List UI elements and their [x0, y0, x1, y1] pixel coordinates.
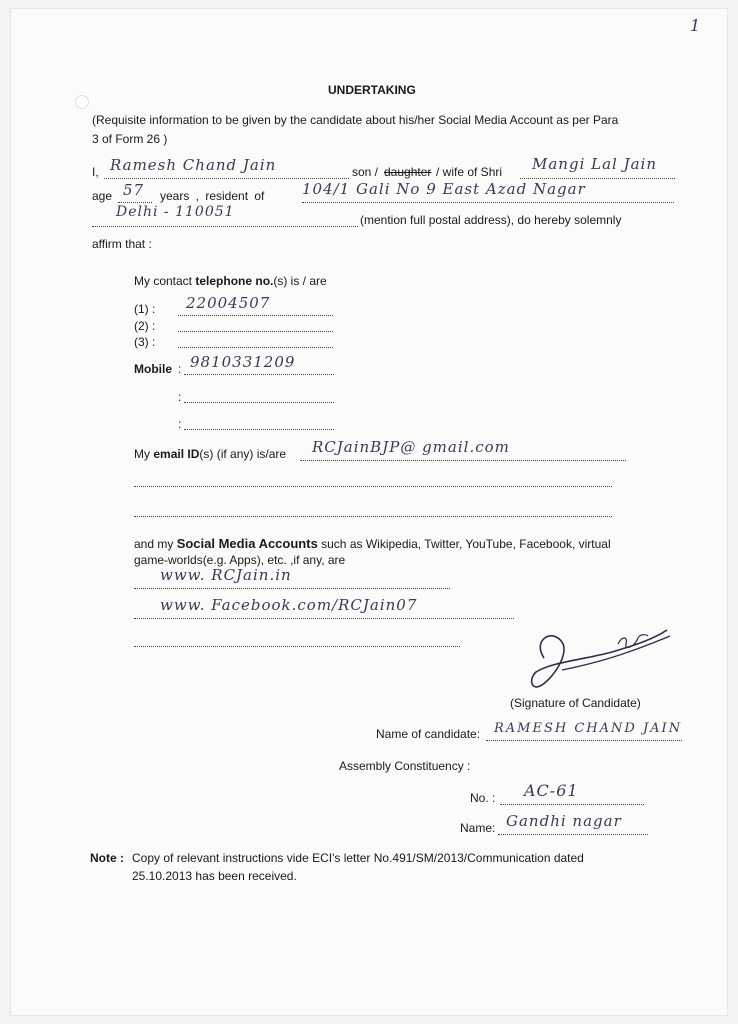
constituency-no-dotted-line [500, 804, 644, 805]
wife-of-shri: / wife of Shri [436, 165, 503, 179]
phone-1-value-handwritten: 22004507 [186, 294, 271, 312]
candidate-signature [522, 620, 672, 692]
page-title: UNDERTAKING [328, 83, 416, 97]
note-line-2: 25.10.2013 has been received. [132, 869, 297, 883]
intro-line-1: (Requisite information to be given by the candidate about his/her Social Media Account as per Para [92, 113, 619, 127]
phone-1-dotted-line [178, 315, 333, 316]
social-line-2: game-worlds(e.g. Apps), etc. ,if any, are [134, 553, 346, 567]
constituency-label: Assembly Constituency : [339, 759, 471, 773]
social-line-1: and my Social Media Accounts such as Wikipedia, Twitter, YouTube, Facebook, virtual [134, 536, 611, 551]
name-dotted-line [104, 178, 349, 179]
page-number: 1 [690, 16, 702, 35]
candidate-name-label: Name of candidate: [376, 727, 481, 741]
phone-1-label: (1) : [134, 302, 156, 316]
signature-caption: (Signature of Candidate) [510, 696, 641, 710]
intro-line-2: 3 of Form 26 ) [92, 132, 168, 146]
social-dotted-line-3 [134, 646, 460, 647]
constituency-no-handwritten: AC-61 [524, 781, 579, 800]
mobile-1-value-handwritten: 9810331209 [190, 353, 296, 371]
age-value-handwritten: 57 [123, 181, 145, 199]
address-line-1-handwritten: 104/1 Gali No 9 East Azad Nagar [302, 180, 586, 198]
years-resident-label: years , resident of [160, 189, 265, 203]
son-prefix: son / [352, 165, 379, 179]
candidate-name-dotted-line [486, 740, 682, 741]
address-line-2-handwritten: Delhi - 110051 [116, 204, 235, 220]
email-dotted-line-1 [300, 460, 626, 461]
daughter-struck: daughter [384, 165, 432, 179]
mobile-label: Mobile [134, 362, 172, 376]
mobile-3-dotted-line [184, 429, 334, 430]
constituency-name-dotted-line [498, 834, 648, 835]
mobile-sep-1: : [178, 362, 182, 376]
note-line-1: Copy of relevant instructions vide ECI's letter No.491/SM/2013/Communication dated [132, 851, 584, 865]
email-dotted-line-2 [134, 486, 612, 487]
address-dotted-line-1 [302, 202, 674, 203]
punch-hole [76, 96, 88, 108]
age-label: age [92, 189, 113, 203]
candidate-name-handwritten: Ramesh Chand Jain [110, 156, 277, 174]
social-dotted-line-1 [134, 588, 450, 589]
document-page [10, 8, 728, 1016]
address-dotted-line-2 [92, 226, 358, 227]
constituency-name-handwritten: Gandhi nagar [506, 812, 622, 830]
age-dotted-line [118, 202, 152, 203]
email-label: My email ID(s) (if any) is/are [134, 447, 287, 461]
mobile-sep-2: : [178, 390, 182, 404]
candidate-name-caps-handwritten: RAMESH CHAND JAIN [494, 721, 683, 736]
phone-2-dotted-line [178, 331, 333, 332]
phone-3-dotted-line [178, 347, 333, 348]
father-dotted-line [520, 178, 675, 179]
phone-3-label: (3) : [134, 335, 156, 349]
note-label: Note : [90, 851, 124, 865]
i-prefix: I, [92, 165, 99, 179]
constituency-no-label: No. : [470, 791, 496, 805]
social-dotted-line-2 [134, 618, 514, 619]
email-value-handwritten: RCJainBJP@ gmail.com [312, 438, 510, 456]
social-account-2-handwritten: www. Facebook.com/RCJain07 [160, 596, 418, 614]
mobile-1-dotted-line [184, 374, 334, 375]
mobile-sep-3: : [178, 417, 182, 431]
email-dotted-line-3 [134, 516, 612, 517]
mobile-2-dotted-line [184, 402, 334, 403]
phone-2-label: (2) : [134, 319, 156, 333]
mention-text: (mention full postal address), do hereby solemnly [360, 213, 622, 227]
constituency-name-label: Name: [460, 821, 496, 835]
social-account-1-handwritten: www. RCJain.in [160, 566, 292, 584]
contact-heading: My contact telephone no.(s) is / are [134, 274, 327, 288]
father-name-handwritten: Mangi Lal Jain [532, 155, 658, 173]
affirm-text: affirm that : [92, 237, 152, 251]
